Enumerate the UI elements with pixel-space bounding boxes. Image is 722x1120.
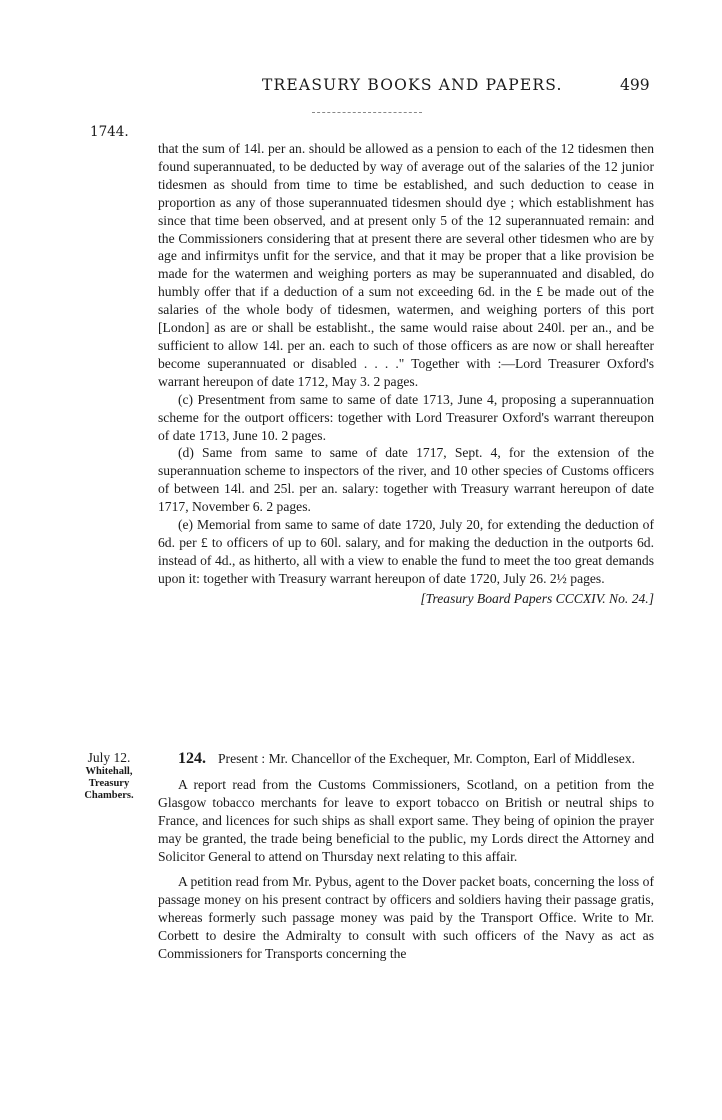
entry-margin-note <box>70 752 148 802</box>
entry-heading <box>158 750 654 768</box>
paragraph: (c) Presentment from same to same of date 1713, June 4, proposing a superannuation scheme for the outport officers: together with Lord Treasurer Oxford's warrant thereupon of date 1713, June 10. 2 pages. <box>158 391 654 443</box>
entry-number: 124. <box>178 750 206 767</box>
paragraph: that the sum of 14l. per an. should be allowed as a pension to each of the 12 tidesmen then found superannuated, to be deducted by way of average out of the salaries of the 12 junior tidesmen as should from time to time be established, and such deduction to cease in proportion as any of those superannuated tidesmen should dye ; which establishment has since that time been observed, and at present only 5 of the 12 superannuated remain: and the Commissioners considering that at present there are several other tidesmen who are by age and infirmitys unfit for the service, and that it may be proper that a like provision be made for the watermen and weighing porters as may be superannuated and disabled, do humbly offer that if a deduction of a sum not exceeding 6d. in the £ be made out of the salaries of the whole body of tidesmen, watermen, and weighing porters of this port [London] as are or shall be establisht., the same would raise about 240l. per an., and be sufficient to allow 14l. per an. each to such of those officers as are now or shall hereafter become superannuated or disabled . . . ." Together with :—Lord Treasurer Oxford's warrant hereupon of date 1712, May 3. 2 pages. <box>158 141 654 389</box>
running-header <box>0 76 722 102</box>
entry-date: July 12. <box>87 750 131 765</box>
source-citation: [Treasury Board Papers CCCXIV. No. 24.] <box>420 590 654 606</box>
header-rule <box>312 112 422 114</box>
entry-124 <box>158 750 654 971</box>
margin-year: 1744. <box>90 124 129 140</box>
paragraph: (e) Memorial from same to same of date 1720, July 20, for extending the deduction of 6d. per £ to officers of up to 60l. salary, and for making the deduction in the outports 6d. instead of 4d., as hitherto, all with a view to enable the fund to meet the too great demands upon it: together with Treasury warrant hereupon of date 1720, July 26. 2½ pages. <box>158 517 654 586</box>
entry-present: Present : Mr. Chancellor of the Exchequer, Mr. Compton, Earl of Middlesex. <box>218 751 635 766</box>
paragraph: A petition read from Mr. Pybus, agent to the Dover packet boats, concerning the loss of passage money on his present contract by officers and soldiers having their passage gratis, whereas formerly such passage money was paid by the Transport Office. Write to Mr. Corbett to desire the Admiralty to consult with such officers of the Navy as act as Commissioners for Transports concerning the <box>158 874 654 962</box>
running-title: TREASURY BOOKS AND PAPERS. <box>262 76 563 94</box>
paragraph: A report read from the Customs Commissioners, Scotland, on a petition from the Glasgow tobacco merchants for leave to export tobacco on British or neutral ships to France, and licences for such ships as shall export same. They being of opinion the prayer may be granted, the trade being beneficial to the public, my Lords direct the Attorney and Solicitor General to attend on Thursday next relating to this affair. <box>158 776 654 864</box>
paragraph: (d) Same from same to same of date 1717, Sept. 4, for the extension of the superannuation scheme to inspectors of the river, and 10 other species of Customs officers of between 14l. and 25l. per an. salary: together with Treasury warrant hereupon of date 1717, November 6. 2 pages. <box>158 445 654 515</box>
continued-entry <box>158 140 654 608</box>
entry-place: Whitehall, Treasury Chambers. <box>84 766 134 801</box>
page-number: 499 <box>620 76 650 94</box>
